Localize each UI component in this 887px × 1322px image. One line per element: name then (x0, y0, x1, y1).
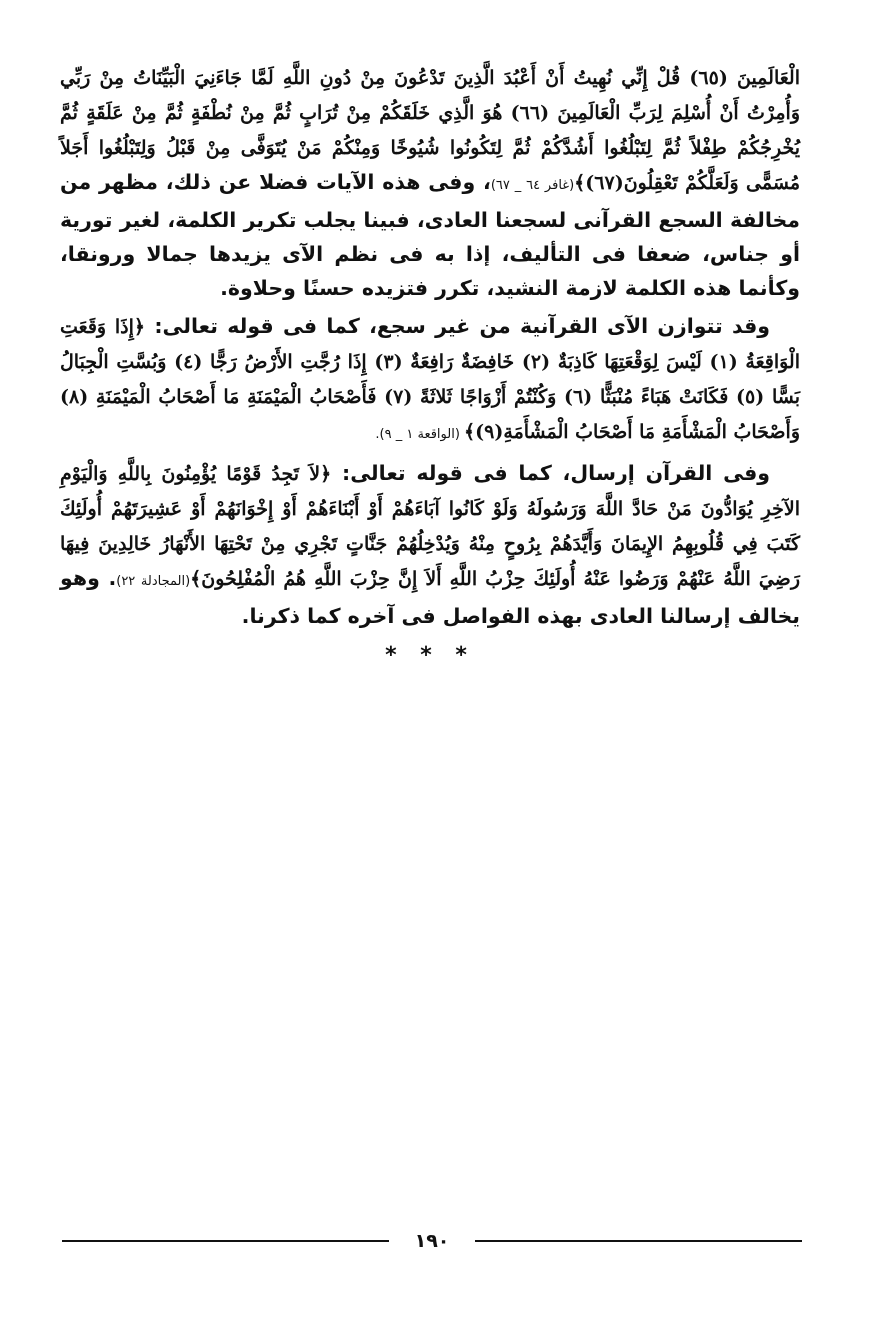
section-separator: * * * (385, 643, 475, 668)
page-footer (62, 1226, 802, 1256)
verse-reference-ghafir: (غافر ٦٤ _ ٦٧) (490, 178, 575, 193)
verse-reference-waqiah: (الواقعة ١ _ ٩). (375, 427, 465, 442)
intro-text-balance: وقد تتوازن الآى القرآنية من غير سجع، كما فى قوله تعالى: (145, 314, 770, 338)
page-body (60, 60, 800, 668)
intro-text-irsal: وفى القرآن إرسال، كما فى قوله تعالى: (331, 461, 770, 485)
paragraph-2 (60, 309, 800, 452)
quran-verse-waqiah: ﴿إِذَا وَقَعَتِ الْوَاقِعَةُ (١) لَيْسَ لِوَقْعَتِهَا كَاذِبَةٌ (٢) خَافِضَةٌ رَافِعَةٌ (٣) إِذَا رُجَّتِ الأَرْضُ رَجًّا (٤) وَبُسَّتِ الْجِبَالُ بَسًّا (٥) فَكَانَتْ هَبَاءً مُنْبَثًّا (٦) وَكُنْتُمْ أَزْوَاجًا ثَلاثَةً (٧) فَأَصْحَابُ الْمَيْمَنَةِ مَا أَصْحَابُ الْمَيْمَنَةِ (٨) وَأَصْحَابُ الْمَشْأَمَةِ مَا أَصْحَابُ الْمَشْأَمَةِ(٩)﴾ (60, 316, 801, 443)
quran-verse-ghafir: الْعَالَمِينَ (٦٥) قُلْ إِنِّي نُهِيتُ أَنْ أَعْبُدَ الَّذِينَ تَدْعُونَ مِنْ دُونِ اللَّهِ لَمَّا جَاءَنِيَ الْبَيِّنَاتُ مِنْ رَبِّي وَأُمِرْتُ أَنْ أُسْلِمَ لِرَبِّ الْعَالَمِينَ (٦٦) هُوَ الَّذِي خَلَقَكُمْ مِنْ تُرَابٍ ثُمَّ مِنْ نُطْفَةٍ ثُمَّ مِنْ عَلَقَةٍ ثُمَّ يُخْرِجُكُمْ طِفْلاً ثُمَّ لِتَبْلُغُوا أَشُدَّكُمْ ثُمَّ لِتَكُونُوا شُيُوخًا وَمِنْكُمْ مَنْ يُتَوَفَّى مِنْ قَبْلُ وَلِتَبْلُغُوا أَجَلاً مُسَمًّى وَلَعَلَّكُمْ تَعْقِلُونَ(٦٧)﴾ (60, 67, 800, 194)
page-number: ١٩٠ (414, 1230, 450, 1252)
paragraph-1 (60, 60, 800, 305)
footer-rule-left (62, 1240, 389, 1242)
commentary-text: ، وفى هذه الآيات فضلا عن ذلك، مظهر من مخالفة السجع القرآنى لسجعنا العادى، فبينا يجلب تكرير الكلمة، لغير تورية أو جناس، ضعفا فى التأليف، إذا به فى نظم الآى يزيدها جمالا ورونقا، وكأنما هذه الكلمة لازمة النشيد، تكرر فتزيده حسنًا وحلاوة. (60, 170, 800, 300)
quran-verse-mujadilah: ﴿لاَ تَجِدُ قَوْمًا يُؤْمِنُونَ بِاللَّهِ وَالْيَوْمِ الآخِرِ يُوَادُّونَ مَنْ حَادَّ اللَّهَ وَرَسُولَهُ وَلَوْ كَانُوا آبَاءَهُمْ أَوْ أَبْنَاءَهُمْ أَوْ إِخْوَانَهُمْ أَوْ عَشِيرَتَهُمْ أُولَئِكَ كَتَبَ فِي قُلُوبِهِمُ الإِيمَانَ وَأَيَّدَهُمْ بِرُوحٍ مِنْهُ وَيُدْخِلُهُمْ جَنَّاتٍ تَجْرِي مِنْ تَحْتِهَا الأَنْهَارُ خَالِدِينَ فِيهَا رَضِيَ اللَّهُ عَنْهُمْ وَرَضُوا عَنْهُ أُولَئِكَ حِزْبُ اللَّهِ أَلاَ إِنَّ حِزْبَ اللَّهِ هُمُ الْمُفْلِحُونَ﴾ (60, 463, 800, 590)
verse-reference-mujadilah: (المجادلة ٢٢) (116, 574, 191, 589)
paragraph-3 (60, 456, 800, 633)
footer-rule-right (475, 1240, 802, 1242)
closing-text: . وهو يخالف إرسالنا العادى بهذه الفواصل فى آخره كما ذكرنا. (60, 566, 800, 628)
